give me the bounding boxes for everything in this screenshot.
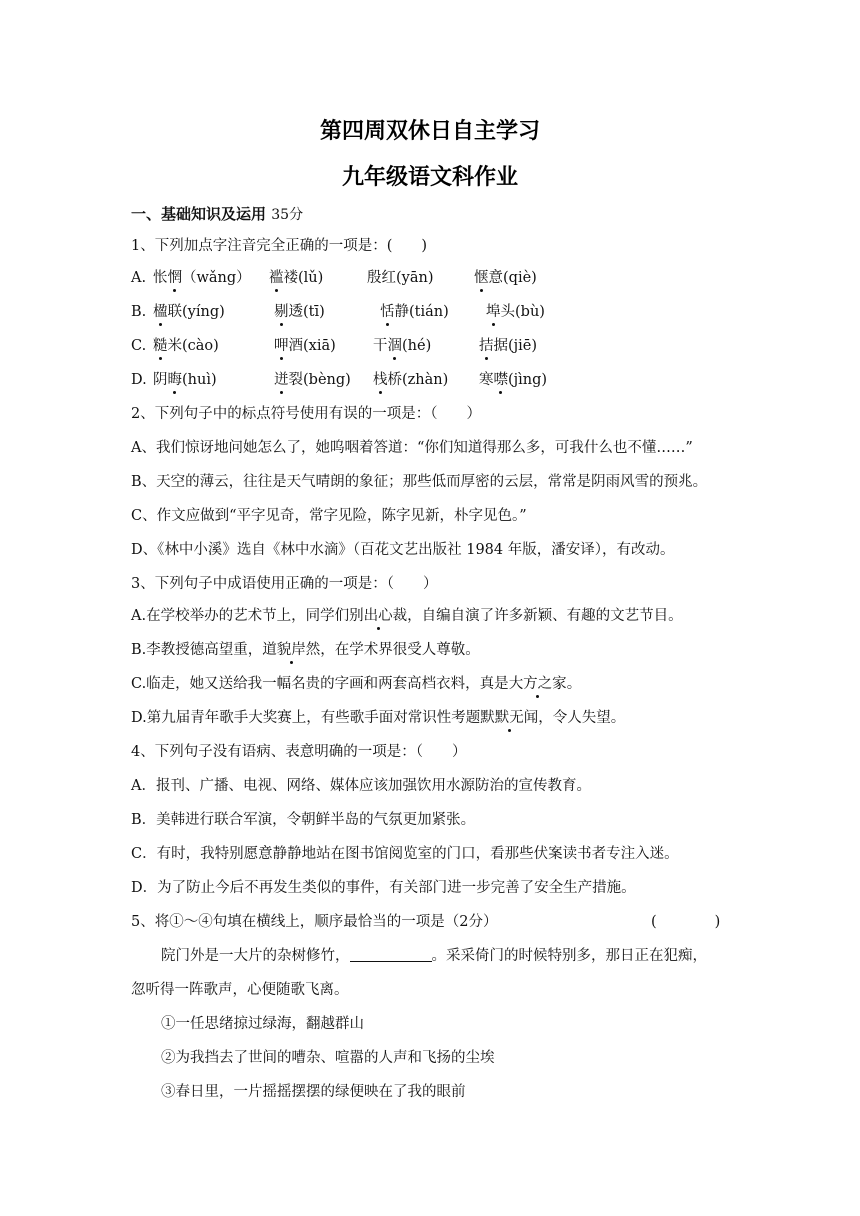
- option-item: 惬意(qiè): [474, 270, 537, 286]
- question-1-stem: 1、下列加点字注音完全正确的一项是：( ): [131, 238, 428, 254]
- document-subtitle: 九年级语文科作业: [341, 165, 518, 190]
- question-3-option-c: C.临走，她又送给我一幅名贵的字画和两套高档衣料，真是大方之家。: [131, 676, 582, 692]
- dotted-idiom: 默默无闻: [480, 710, 539, 726]
- question-2-option-a: A、我们惊讶地问她怎么了，她呜咽着答道：“你们知道得那么多，可我什么也不懂……”: [131, 440, 693, 456]
- option-item: 呷酒(xiā): [274, 338, 336, 354]
- question-5-sentence-3: ③春日里，一片摇摇摆摆的绿便映在了我的眼前: [161, 1084, 466, 1100]
- option-label: B.: [131, 304, 147, 320]
- question-3-option-a: A.在学校举办的艺术节上，同学们别出心裁，自编自演了许多新颖、有趣的文艺节目。: [131, 608, 683, 624]
- question-5-passage-line1: 院门外是一大片的杂树修竹， 。采采倚门的时候特别多，那日正在犯痴，: [161, 948, 707, 964]
- option-item: 褴褛(lǔ): [269, 270, 324, 286]
- question-1-option-a: [131, 268, 651, 288]
- question-5-stem: 5、将①～④句填在横线上，顺序最恰当的一项是（2分） ( ): [131, 914, 721, 930]
- option-label: C.: [131, 338, 147, 354]
- section-score: 35分: [271, 207, 304, 223]
- question-5-sentence-1: ①一任思绪掠过绿海，翻越群山: [161, 1016, 364, 1032]
- option-item: 怅惘（wǎng）: [153, 270, 251, 286]
- question-2-stem: 2、下列句子中的标点符号使用有误的一项是：（ ）: [131, 406, 481, 422]
- question-5-sentence-2: ②为我挡去了世间的嘈杂、喧嚣的人声和飞扬的尘埃: [161, 1050, 495, 1066]
- option-item: 殷红(yān): [367, 270, 434, 286]
- option-item: 埠头(bù): [486, 304, 545, 320]
- question-3-option-d: D.第九届青年歌手大奖赛上，有些歌手面对常识性考题默默无闻，令人失望。: [131, 710, 626, 726]
- question-2-option-b: B、天空的薄云，往往是天气晴朗的象征；那些低而厚密的云层，常常是阴雨风雪的预兆。: [131, 474, 708, 490]
- dotted-idiom: 别出心裁: [349, 608, 408, 624]
- option-item: 寒噤(jìng): [479, 372, 548, 388]
- fill-blank[interactable]: [350, 947, 432, 962]
- option-item: 恬静(tián): [380, 304, 449, 320]
- question-4-option-a: A．报刊、广播、电视、网络、媒体应该加强饮用水源防治的宣传教育。: [131, 778, 591, 794]
- option-item: 干涸(hé): [373, 338, 432, 354]
- question-2-option-c: C、作文应做到“平字见奇，常字见险，陈字见新，朴字见色。”: [131, 508, 527, 524]
- document-title: 第四周双休日自主学习: [319, 119, 540, 144]
- dotted-idiom: 道貌岸然: [262, 642, 321, 658]
- option-item: 剔透(tī): [274, 304, 325, 320]
- question-3-option-b: B.李教授德高望重，道貌岸然，在学术界很受人尊敬。: [131, 642, 480, 658]
- question-4-option-d: D．为了防止今后不再发生类似的事件，有关部门进一步完善了安全生产措施。: [131, 880, 636, 896]
- option-item: 糙米(cào): [153, 338, 219, 354]
- option-label: D.: [131, 372, 147, 388]
- question-1-option-b: [131, 302, 651, 322]
- section-title: 一、基础知识及运用: [131, 205, 267, 223]
- section-heading: [131, 204, 303, 225]
- answer-paren: ( ): [651, 914, 721, 930]
- option-item: 栈桥(zhàn): [373, 372, 449, 388]
- question-3-stem: 3、下列句子中成语使用正确的一项是：（ ）: [131, 576, 438, 592]
- question-1-option-c: [131, 336, 651, 356]
- question-2-option-d: D、《林中小溪》选自《林中水滴》（百花文艺出版社 1984 年版，潘安译），有改动。: [131, 542, 675, 558]
- option-item: 楹联(yíng): [153, 304, 225, 320]
- option-item: 迸裂(bèng): [274, 372, 351, 388]
- question-1-option-d: [131, 370, 651, 390]
- question-4-stem: 4、下列句子没有语病、表意明确的一项是：（ ）: [131, 744, 467, 760]
- question-5-passage-line2: 忽听得一阵歌声，心便随歌飞离。: [131, 982, 349, 998]
- option-item: 拮据(jiē): [479, 338, 538, 354]
- option-item: 阴晦(huì): [153, 372, 217, 388]
- option-label: A.: [131, 270, 147, 286]
- dotted-idiom: 大方之家: [508, 676, 567, 692]
- question-4-option-b: B．美韩进行联合军演，令朝鲜半岛的气氛更加紧张。: [131, 812, 476, 828]
- question-4-option-c: C．有时，我特别愿意静静地站在图书馆阅览室的门口，看那些伏案读书者专注入迷。: [131, 846, 679, 862]
